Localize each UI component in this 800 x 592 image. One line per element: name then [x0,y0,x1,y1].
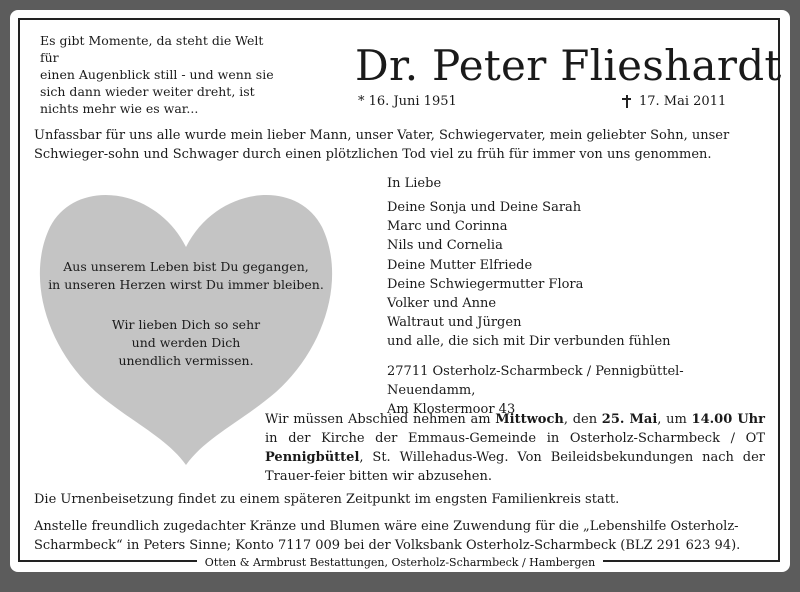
deceased-name: Dr. Peter Flieshardt [355,41,782,90]
funeral-text: Wir müssen Abschied nehmen am [265,412,496,427]
heart-verse-1: Aus unserem Leben bist Du gegangen, in unseren Herzen wirst Du immer bleiben. [48,259,324,292]
birth-date: * 16. Juni 1951 [358,94,457,109]
funeral-time: 14.00 Uhr [691,412,765,427]
death-date: 17. Mai 2011 [639,94,727,109]
funeral-day: Mittwoch [495,412,564,427]
mourner-item: Nils und Cornelia [387,238,503,254]
funeral-info [265,410,765,486]
mourner-item: Deine Sonja und Deine Sarah [387,200,582,215]
in-liebe-label: In Liebe [387,176,442,191]
mourner-item: Deine Schwiegermutter Flora [387,276,584,292]
heart-verse-2: Wir lieben Dich so sehr und werden Dich unendlich vermissen. [111,317,261,368]
mourner-item: Marc und Corinna [387,219,508,235]
urn-burial-note: Die Urnenbeisetzung findet zu einem späteren Zeitpunkt im engsten Familienkreis statt. [34,492,620,507]
mourner-item: und alle, die sich mit Dir verbunden fühlen [387,334,671,350]
funeral-place: Pennigbüttel [265,450,360,465]
funeral-text: in der Kirche der Emmaus-Gemeinde in Osterholz-Scharmbeck / OT [265,431,765,446]
motto-quote: Es gibt Momente, da steht die Welt für einen Augenblick still - und wenn sie sich dann wieder weiter dreht, ist nichts mehr wie es war... [40,33,274,116]
intro-text: Unfassbar für uns alle wurde mein lieber Mann, unser Vater, Schwiegervater, mein geliebter Sohn, unser Schwieger-sohn und Schwager durch einen plötzlichen Tod viel zu früh für immer von uns genommen. [34,128,730,162]
cross-icon [622,95,631,108]
undertaker-name: Otten & Armbrust Bestattungen, Osterholz-Scharmbeck / Hambergen [197,556,603,569]
mourners-list [387,198,671,352]
mourner-item: Waltraut und Jürgen [387,315,522,331]
donation-note: Anstelle freundlich zugedachter Kränze und Blumen wäre eine Zuwendung für die „Lebenshilfe Osterholz-Scharmbeck“ in Peters Sinne; Konto 7117 009 bei der Volksbank Osterholz-Scharmbeck (BLZ 291 623 94). [34,519,741,553]
family-address: 27711 Osterholz-Scharmbeck / Pennigbüttel-Neuendamm, Am Klostermoor 43 [387,364,684,417]
funeral-text: , um [657,412,692,427]
mourner-item: Volker und Anne [387,296,497,312]
mourner-item: Deine Mutter Elfriede [387,257,533,273]
death-date-block [622,94,726,109]
funeral-text: , den [563,412,602,427]
funeral-text: , St. Willehadus-Weg. Von Beileidsbekundungen nach der Trauer-feier bitten wir abzusehen. [265,450,765,484]
funeral-date: 25. Mai [601,412,658,427]
undertaker-footer [0,556,800,578]
